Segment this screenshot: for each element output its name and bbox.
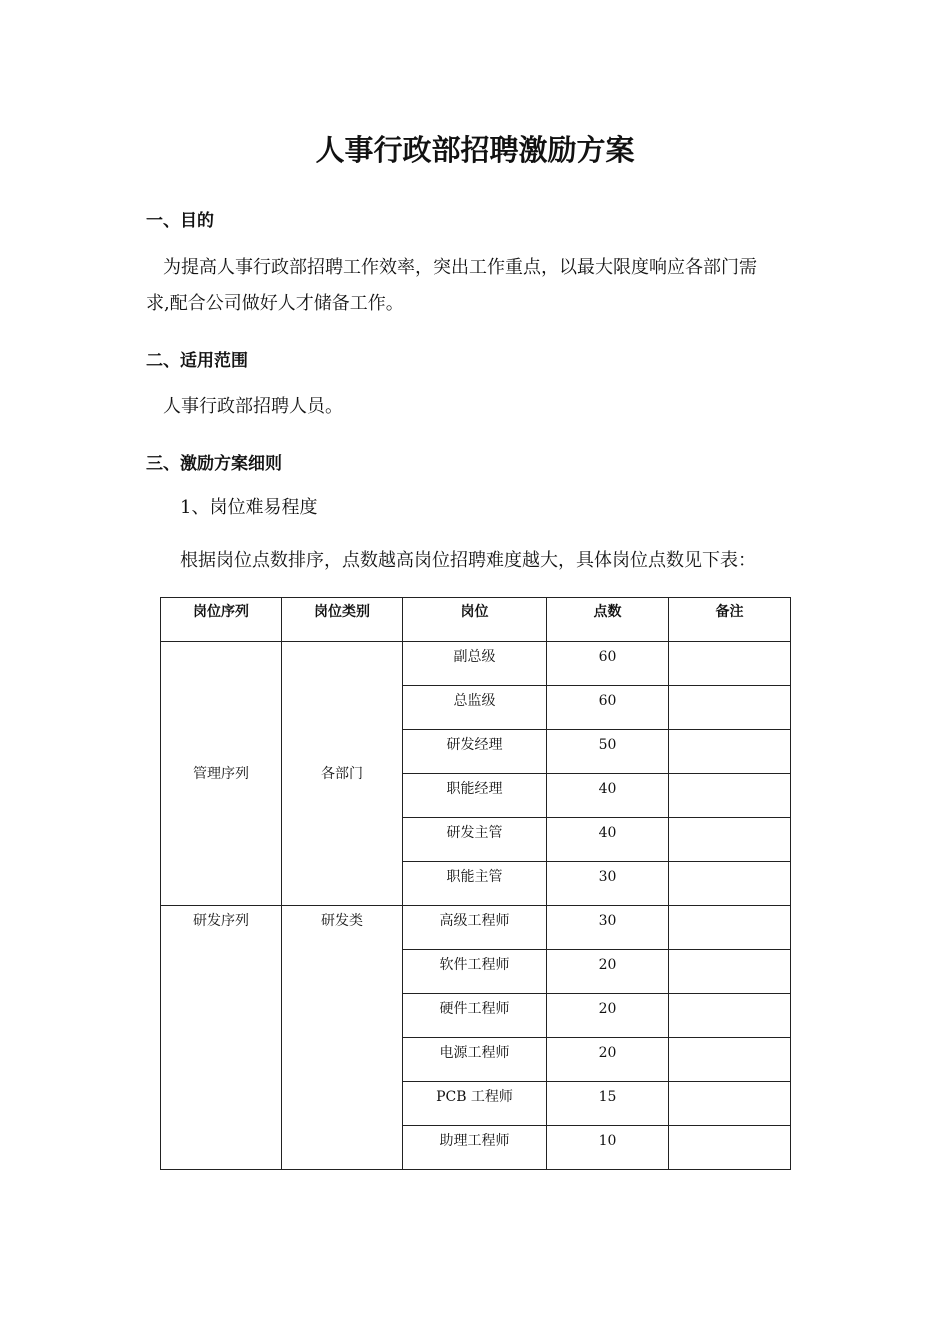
position-cell: 职能经理 [403,774,547,818]
points-cell: 60 [547,686,669,730]
category-cell: 研发类 [282,906,403,1170]
sequence-cell: 管理序列 [161,642,282,906]
note-cell [669,862,791,906]
purpose-text-line-1: 为提高人事行政部招聘工作效率，突出工作重点，以最大限度响应各部门需 [163,257,757,278]
points-cell: 60 [547,642,669,686]
points-cell: 30 [547,906,669,950]
note-cell [669,730,791,774]
table-row [161,642,791,686]
points-cell: 40 [547,818,669,862]
position-cell: 助理工程师 [403,1126,547,1170]
points-cell: 40 [547,774,669,818]
note-cell [669,994,791,1038]
note-cell [669,1038,791,1082]
points-cell: 20 [547,994,669,1038]
section-heading-scope: 二、适用范围 [146,351,248,371]
note-cell [669,686,791,730]
position-cell: 研发主管 [403,818,547,862]
points-cell: 10 [547,1126,669,1170]
position-points-table [160,597,791,1170]
header-note: 备注 [669,598,791,642]
position-cell: 高级工程师 [403,906,547,950]
points-cell: 30 [547,862,669,906]
note-cell [669,906,791,950]
rules-text: 根据岗位点数排序，点数越高岗位招聘难度越大，具体岗位点数见下表： [180,550,756,571]
header-category: 岗位类别 [282,598,403,642]
section-heading-purpose: 一、目的 [146,211,214,231]
position-cell: 硬件工程师 [403,994,547,1038]
points-cell: 20 [547,950,669,994]
points-cell: 50 [547,730,669,774]
points-cell: 15 [547,1082,669,1126]
scope-text: 人事行政部招聘人员。 [163,396,343,417]
note-cell [669,950,791,994]
note-cell [669,642,791,686]
table-header-row [161,598,791,642]
section-heading-rules: 三、激励方案细则 [146,454,282,474]
header-position: 岗位 [403,598,547,642]
category-cell: 各部门 [282,642,403,906]
position-cell: 软件工程师 [403,950,547,994]
position-cell: 职能主管 [403,862,547,906]
position-cell: 副总级 [403,642,547,686]
position-cell: 总监级 [403,686,547,730]
rules-subheading: 1、岗位难易程度 [180,497,318,518]
position-cell: 电源工程师 [403,1038,547,1082]
points-cell: 20 [547,1038,669,1082]
purpose-text-line-2: 求,配合公司做好人才储备工作。 [146,293,404,314]
note-cell [669,774,791,818]
note-cell [669,1126,791,1170]
note-cell [669,818,791,862]
header-sequence: 岗位序列 [161,598,282,642]
note-cell [669,1082,791,1126]
position-cell: 研发经理 [403,730,547,774]
position-cell: PCB 工程师 [403,1082,547,1126]
sequence-cell: 研发序列 [161,906,282,1170]
header-points: 点数 [547,598,669,642]
document-title: 人事行政部招聘激励方案 [315,133,635,167]
table-row [161,906,791,950]
